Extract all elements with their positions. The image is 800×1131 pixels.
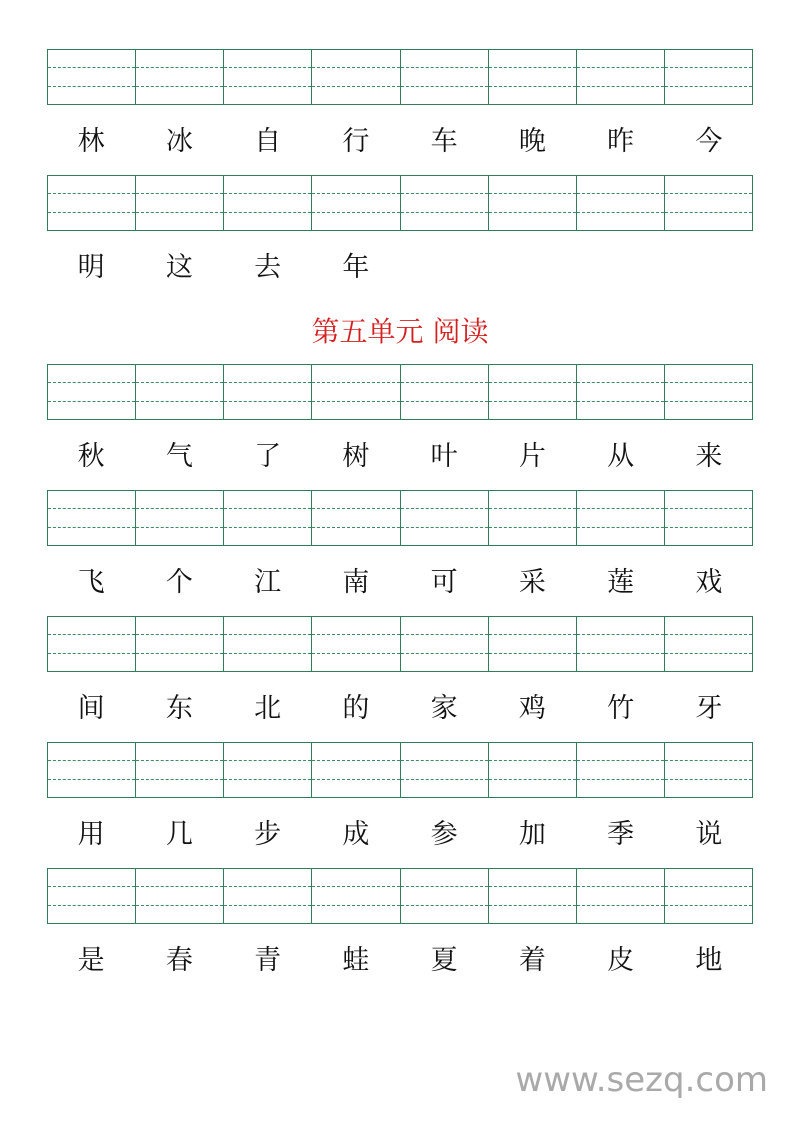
pinyin-cell[interactable]	[312, 617, 400, 671]
pinyin-cell[interactable]	[224, 869, 312, 923]
character: 晚	[518, 126, 546, 157]
pinyin-cell[interactable]	[312, 176, 400, 230]
character: 车	[430, 126, 458, 157]
pinyin-cell[interactable]	[312, 50, 400, 104]
pinyin-cell[interactable]	[401, 869, 489, 923]
character-row	[47, 563, 753, 603]
character-row	[47, 122, 753, 162]
pinyin-cell[interactable]	[489, 365, 577, 419]
pinyin-cell[interactable]	[489, 869, 577, 923]
pinyin-cell[interactable]	[577, 176, 665, 230]
character: 牙	[695, 693, 723, 724]
pinyin-cell[interactable]	[401, 491, 489, 545]
character: 是	[77, 945, 105, 976]
pinyin-cell[interactable]	[312, 491, 400, 545]
character: 采	[518, 567, 546, 598]
pinyin-cell[interactable]	[401, 617, 489, 671]
pinyin-cell[interactable]	[489, 50, 577, 104]
pinyin-cell[interactable]	[224, 50, 312, 104]
character: 戏	[695, 567, 723, 598]
character: 成	[342, 819, 370, 850]
character: 江	[254, 567, 282, 598]
pinyin-cell[interactable]	[136, 617, 224, 671]
pinyin-cell[interactable]	[312, 365, 400, 419]
pinyin-grid	[47, 742, 753, 798]
pinyin-cell[interactable]	[136, 365, 224, 419]
character: 可	[430, 567, 458, 598]
pinyin-cell[interactable]	[48, 617, 136, 671]
character: 蛙	[342, 945, 370, 976]
character: 鸡	[518, 693, 546, 724]
pinyin-cell[interactable]	[224, 491, 312, 545]
character: 着	[518, 945, 546, 976]
character-row	[47, 437, 753, 477]
pinyin-cell[interactable]	[577, 869, 665, 923]
pinyin-cell[interactable]	[665, 743, 752, 797]
character: 年	[342, 252, 370, 283]
watermark-text: www.sezq.com	[515, 1060, 768, 1100]
character: 竹	[607, 693, 635, 724]
pinyin-cell[interactable]	[48, 176, 136, 230]
pinyin-grid	[47, 175, 753, 231]
pinyin-grid	[47, 490, 753, 546]
character-row	[47, 689, 753, 729]
pinyin-cell[interactable]	[136, 743, 224, 797]
character	[665, 248, 753, 288]
character: 家	[430, 693, 458, 724]
pinyin-cell[interactable]	[401, 176, 489, 230]
pinyin-cell[interactable]	[665, 617, 752, 671]
pinyin-cell[interactable]	[665, 491, 752, 545]
character: 地	[695, 945, 723, 976]
pinyin-cell[interactable]	[489, 617, 577, 671]
character: 南	[342, 567, 370, 598]
character: 树	[342, 441, 370, 472]
pinyin-cell[interactable]	[665, 365, 752, 419]
pinyin-cell[interactable]	[401, 743, 489, 797]
pinyin-cell[interactable]	[48, 869, 136, 923]
character: 这	[165, 252, 193, 283]
pinyin-cell[interactable]	[136, 491, 224, 545]
pinyin-cell[interactable]	[489, 176, 577, 230]
pinyin-cell[interactable]	[136, 869, 224, 923]
pinyin-cell[interactable]	[577, 365, 665, 419]
pinyin-cell[interactable]	[665, 176, 752, 230]
character: 自	[254, 126, 282, 157]
character: 秋	[77, 441, 105, 472]
pinyin-cell[interactable]	[577, 50, 665, 104]
character: 几	[165, 819, 193, 850]
character: 来	[695, 441, 723, 472]
pinyin-grid	[47, 868, 753, 924]
character: 步	[254, 819, 282, 850]
character: 间	[77, 693, 105, 724]
character: 的	[342, 693, 370, 724]
character: 行	[342, 126, 370, 157]
pinyin-cell[interactable]	[577, 491, 665, 545]
character: 皮	[607, 945, 635, 976]
character: 昨	[607, 126, 635, 157]
pinyin-grid	[47, 616, 753, 672]
pinyin-grid	[47, 49, 753, 105]
pinyin-cell[interactable]	[224, 365, 312, 419]
character-row	[47, 815, 753, 855]
pinyin-cell[interactable]	[48, 743, 136, 797]
character: 片	[518, 441, 546, 472]
pinyin-cell[interactable]	[489, 743, 577, 797]
character: 青	[254, 945, 282, 976]
character: 去	[254, 252, 282, 283]
pinyin-cell[interactable]	[577, 617, 665, 671]
character: 从	[607, 441, 635, 472]
character: 季	[607, 819, 635, 850]
character: 叶	[430, 441, 458, 472]
character: 加	[518, 819, 546, 850]
character: 林	[77, 126, 105, 157]
pinyin-cell[interactable]	[224, 743, 312, 797]
pinyin-cell[interactable]	[48, 50, 136, 104]
pinyin-cell[interactable]	[401, 50, 489, 104]
character	[488, 248, 576, 288]
character: 明	[77, 252, 105, 283]
character: 说	[695, 819, 723, 850]
pinyin-cell[interactable]	[489, 491, 577, 545]
pinyin-cell[interactable]	[136, 176, 224, 230]
pinyin-cell[interactable]	[48, 365, 136, 419]
pinyin-cell[interactable]	[577, 743, 665, 797]
character: 个	[165, 567, 193, 598]
character: 东	[165, 693, 193, 724]
character: 参	[430, 819, 458, 850]
character: 气	[165, 441, 193, 472]
pinyin-grid	[47, 364, 753, 420]
pinyin-cell[interactable]	[401, 365, 489, 419]
character: 了	[254, 441, 282, 472]
pinyin-cell[interactable]	[48, 491, 136, 545]
pinyin-cell[interactable]	[224, 176, 312, 230]
character: 夏	[430, 945, 458, 976]
character	[400, 248, 488, 288]
pinyin-cell[interactable]	[665, 869, 752, 923]
character: 用	[77, 819, 105, 850]
character-row	[47, 941, 753, 981]
pinyin-cell[interactable]	[665, 50, 752, 104]
character	[577, 248, 665, 288]
character-row	[47, 248, 753, 288]
character: 春	[165, 945, 193, 976]
section-title: 第五单元 阅读	[311, 315, 489, 348]
character: 北	[254, 693, 282, 724]
pinyin-cell[interactable]	[312, 743, 400, 797]
pinyin-cell[interactable]	[136, 50, 224, 104]
character: 今	[695, 126, 723, 157]
character: 飞	[77, 567, 105, 598]
pinyin-cell[interactable]	[224, 617, 312, 671]
character: 冰	[165, 126, 193, 157]
character: 莲	[607, 567, 635, 598]
pinyin-cell[interactable]	[312, 869, 400, 923]
